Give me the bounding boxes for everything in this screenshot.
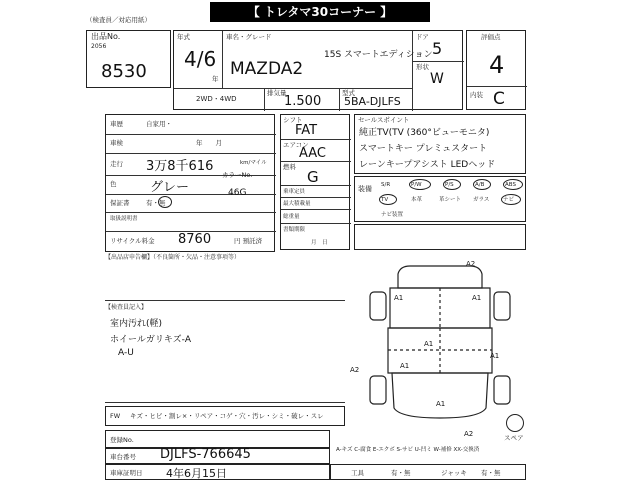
ac-value: AAC xyxy=(299,146,326,161)
equip-circle-navi xyxy=(501,194,521,205)
chassis-label: 車台番号 xyxy=(110,453,136,461)
spare-label: スペア xyxy=(504,434,524,442)
notes-box xyxy=(354,224,526,250)
mark-4: A1 xyxy=(400,362,410,370)
car-hood xyxy=(398,266,482,288)
equip-item-8: ガラス xyxy=(473,197,490,203)
chassis-row xyxy=(105,448,330,464)
mark-1: A1 xyxy=(394,294,404,302)
equip-item-4: ABS xyxy=(505,182,516,188)
equip-circle-ab xyxy=(473,179,491,190)
page-banner: 【 トレタマ30コーナー 】 xyxy=(210,2,430,22)
color-no-value: 46G xyxy=(228,188,247,198)
inspector-label: 【検査員記入】 xyxy=(105,304,148,311)
max-load-label: 最大積載量 xyxy=(283,201,311,207)
cc-value: 1.500 xyxy=(284,94,322,109)
car-tire-fl xyxy=(370,292,386,320)
deadline-label: 書類期限 xyxy=(283,227,306,233)
date-label: 車庫証明日 xyxy=(110,469,143,477)
vehicle-box xyxy=(173,30,463,110)
sales-box xyxy=(354,114,526,174)
manual-label: 取扱説明書 xyxy=(110,216,138,222)
jack-value: 有・無 xyxy=(481,469,501,477)
remark-line-1: ホイールガリキズ-A xyxy=(110,335,192,345)
equip-item-9: ナビ xyxy=(503,197,515,203)
history-value-1: 年 月 xyxy=(196,139,222,147)
fw-label: FW xyxy=(110,412,121,420)
door-value: 5 xyxy=(432,39,443,58)
lot-label: 出品No. xyxy=(91,32,121,41)
history-box xyxy=(105,114,275,252)
sales-label: セールスポイント xyxy=(358,116,410,124)
mark-6: A2 xyxy=(350,366,360,374)
sales-line-0: 純正TV(TV (360°ビューモニタ) xyxy=(359,128,490,138)
sales-line-1: スマートキー プレミュスタート xyxy=(359,144,488,154)
interior-label: 内装 xyxy=(470,91,483,99)
name-label: 車名・グレード xyxy=(226,33,272,41)
mark-0: A2 xyxy=(466,260,476,268)
deadline-value: 月 日 xyxy=(311,240,328,246)
door-label: ドア xyxy=(416,33,429,41)
registration-label: 登録No. xyxy=(110,436,134,444)
mark-5: A1 xyxy=(490,352,500,360)
shift-label: シフト xyxy=(283,116,303,124)
date-row xyxy=(105,464,330,480)
fuel-label: 燃料 xyxy=(283,163,296,171)
mark-3: A1 xyxy=(424,340,434,348)
score-value: 4 xyxy=(489,51,505,79)
equip-item-0: S/R xyxy=(381,182,391,188)
car-tire-fr xyxy=(494,292,510,320)
ac-label: エアコン xyxy=(283,141,309,149)
warranty-value: 有・無 xyxy=(146,199,166,207)
remarks-label: 【出品店申告欄】（不良箇所・欠品・注意事項等） xyxy=(105,254,241,261)
lot-number: 8530 xyxy=(101,61,147,82)
car-tire-rl xyxy=(370,376,386,404)
year-value: 4/6 xyxy=(184,47,217,71)
mark-7: A1 xyxy=(436,400,446,408)
car-tire-rr xyxy=(494,376,510,404)
model-label: 型式 xyxy=(342,89,355,97)
model-value: 5BA-DJLFS xyxy=(344,95,401,108)
equip-circle-pw xyxy=(409,179,431,190)
sales-line-2: レーンキープアシスト LEDヘッド xyxy=(359,160,496,170)
registration-row xyxy=(105,430,330,448)
date-value: 4年6月15日 xyxy=(166,467,227,480)
fw-row xyxy=(105,406,345,426)
mileage-unit: km/マイル xyxy=(240,160,267,166)
history-label-4: 保証書 xyxy=(110,199,130,207)
grade-value: 15S スマートエディション xyxy=(324,50,433,60)
recycle-unit: 円 預託済 xyxy=(234,237,263,245)
equip-item-1: P/W xyxy=(411,182,422,188)
history-label-3: 色 xyxy=(110,180,117,188)
name-value: MAZDA2 xyxy=(230,59,304,79)
warranty-circle xyxy=(158,196,172,208)
lot-sub: 2056 xyxy=(91,43,107,50)
car-rear xyxy=(392,373,488,418)
equipment-box xyxy=(354,176,526,222)
history-label-2: 走行 xyxy=(110,160,123,168)
year-suffix: 年 xyxy=(212,75,219,83)
remark-line-2: A-U xyxy=(118,348,134,358)
year-label: 年式 xyxy=(177,33,190,41)
history-label-1: 車検 xyxy=(110,139,123,147)
remark-line-0: 室内汚れ(軽) xyxy=(110,319,163,329)
chassis-value: DJLFS-766645 xyxy=(160,447,251,462)
lot-box xyxy=(86,30,171,88)
history-label-0: 車歴 xyxy=(110,120,123,128)
interior-value: C xyxy=(493,89,505,109)
spec-box xyxy=(280,114,350,250)
drive-label: 2WD・4WD xyxy=(196,95,237,103)
total-weight-label: 総重量 xyxy=(283,214,300,220)
equip-circle-ps xyxy=(443,179,461,190)
fuel-value: G xyxy=(307,168,319,186)
cc-label: 排気量 xyxy=(267,89,287,97)
equip-item-5: TV xyxy=(381,197,389,203)
tools-row xyxy=(330,464,526,480)
shape-label: 形状 xyxy=(416,63,429,71)
equipment-label: 装備 xyxy=(358,185,372,193)
tool-label: 工具 xyxy=(351,469,364,477)
equip-item-2: P/S xyxy=(445,182,454,188)
tool-value: 有・無 xyxy=(391,469,411,477)
equip-circle-abs xyxy=(503,179,523,190)
history-value-0: 自家用・ xyxy=(146,120,172,128)
equip-item-6: 本革 xyxy=(411,197,423,203)
shift-value: FAT xyxy=(295,123,318,138)
grade-box xyxy=(466,30,526,110)
recycle-label: リサイクル料金 xyxy=(110,237,155,245)
equip-circle-tv xyxy=(379,194,397,205)
fw-items: キズ・ヒビ・割レ×・リペア・コゲ・穴・汚レ・シミ・破レ・スレ xyxy=(130,412,324,420)
spare-tire-icon xyxy=(506,414,524,432)
subtitle: （検査員／対応用紙） xyxy=(86,16,151,24)
mark-8: A2 xyxy=(464,430,474,438)
capacity-label: 乗車定員 xyxy=(283,189,306,195)
color-no-label: カラーNo. xyxy=(222,171,253,179)
recycle-value: 8760 xyxy=(178,232,212,247)
equip-item-7: 革シート xyxy=(439,197,462,203)
shape-value: W xyxy=(430,71,444,87)
jack-label: ジャッキ xyxy=(441,469,467,477)
legend: A-キズ C-腐食 E-エクボ S-サビ U-凹ミ W-補修 XX-交換済 xyxy=(336,447,480,453)
mark-2: A1 xyxy=(472,294,482,302)
score-label: 評価点 xyxy=(481,33,501,41)
equip-item-3: A/B xyxy=(475,182,485,188)
color-value: グレー xyxy=(150,180,190,195)
mileage-value: 3万8千616 xyxy=(146,159,214,174)
navi-label: ナビ装置 xyxy=(381,212,404,218)
